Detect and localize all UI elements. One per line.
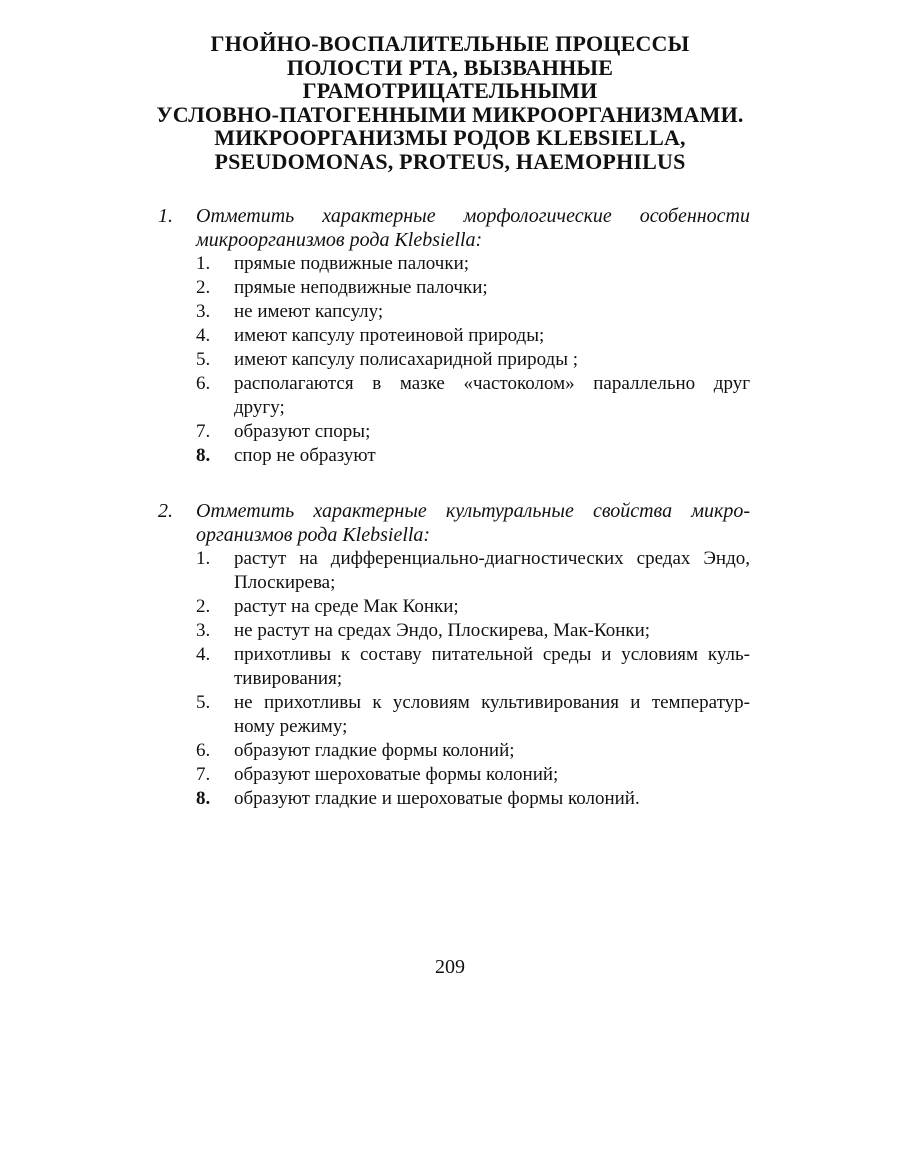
question-1	[150, 204, 750, 468]
option-number: 8.	[196, 788, 211, 809]
option-text: прихотливы к составу питательной среды и условиям куль-	[234, 644, 750, 665]
option-number: 2.	[196, 277, 211, 298]
option-number: 3.	[196, 620, 211, 641]
title-line: ГРАМОТРИЦАТЕЛЬНЫМИ	[302, 78, 598, 103]
option-number: 1.	[196, 548, 211, 569]
answer-option	[150, 276, 750, 300]
question-text-line: Отметить характерные культуральные свойства микро-	[196, 500, 750, 522]
page-title	[100, 32, 800, 173]
option-number: 7.	[196, 764, 211, 785]
answer-option	[150, 619, 750, 643]
option-text: не прихотливы к условиям культивирования и температур-	[234, 692, 750, 713]
option-text: Плоскирева;	[234, 572, 336, 593]
option-number: 6.	[196, 373, 211, 394]
question-text	[196, 499, 750, 547]
title-line: МИКРООРГАНИЗМЫ РОДОВ KLEBSIELLA,	[214, 125, 686, 150]
title-line: ГНОЙНО-ВОСПАЛИТЕЛЬНЫЕ ПРОЦЕССЫ	[210, 31, 690, 56]
answer-option	[150, 547, 750, 595]
question-number: 1.	[158, 205, 173, 227]
answer-option	[150, 595, 750, 619]
answer-option	[150, 691, 750, 739]
option-text: растут на среде Мак Конки;	[234, 596, 459, 617]
answer-options	[150, 252, 750, 468]
answer-option	[150, 252, 750, 276]
option-number: 5.	[196, 692, 211, 713]
question-text-line: микроорганизмов рода Klebsiella:	[196, 229, 483, 251]
option-number: 4.	[196, 325, 211, 346]
option-text: спор не образуют	[234, 445, 376, 466]
option-number: 8.	[196, 445, 211, 466]
option-text: тивирования;	[234, 668, 343, 689]
option-text: не имеют капсулу;	[234, 301, 384, 322]
answer-option	[150, 300, 750, 324]
question-text-line: Отметить характерные морфологические особенности	[196, 205, 750, 227]
option-number: 7.	[196, 421, 211, 442]
question-heading	[150, 204, 750, 252]
option-text: образуют споры;	[234, 421, 371, 442]
option-text: ному режиму;	[234, 716, 348, 737]
option-number: 3.	[196, 301, 211, 322]
title-line: УСЛОВНО-ПАТОГЕННЫМИ МИКРООРГАНИЗМАМИ.	[156, 101, 744, 127]
answer-option	[150, 739, 750, 763]
option-text: образуют шероховатые формы колоний;	[234, 764, 559, 785]
option-number: 4.	[196, 644, 211, 665]
option-text: другу;	[234, 397, 285, 418]
question-2	[150, 499, 750, 811]
option-text: образуют гладкие и шероховатые формы колоний.	[234, 788, 640, 809]
question-text	[196, 204, 750, 252]
option-number: 6.	[196, 740, 211, 761]
option-text: растут на дифференциально-диагностических средах Эндо,	[234, 548, 750, 569]
option-number: 2.	[196, 596, 211, 617]
answer-option	[150, 763, 750, 787]
answer-option	[150, 348, 750, 372]
question-text-line: организмов рода Klebsiella:	[196, 524, 431, 546]
title-line: ПОЛОСТИ РТА, ВЫЗВАННЫЕ	[286, 54, 614, 80]
option-text: образуют гладкие формы колоний;	[234, 740, 515, 761]
title-line: PSEUDOMONAS, PROTEUS, HAEMOPHILUS	[214, 148, 686, 174]
option-text: располагаются в мазке «частоколом» параллельно друг	[234, 373, 750, 394]
option-text: не растут на средах Эндо, Плоскирева, Мак-Конки;	[234, 620, 651, 641]
answer-option	[150, 787, 750, 811]
answer-option	[150, 420, 750, 444]
answer-option	[150, 444, 750, 468]
option-text: прямые неподвижные палочки;	[234, 277, 488, 298]
option-number: 5.	[196, 349, 211, 370]
question-heading	[150, 499, 750, 547]
answer-option	[150, 324, 750, 348]
answer-option	[150, 643, 750, 691]
option-text: имеют капсулу протеиновой природы;	[234, 325, 545, 346]
option-text: имеют капсулу полисахаридной природы ;	[234, 349, 579, 370]
answer-options	[150, 547, 750, 811]
question-number: 2.	[158, 500, 173, 522]
answer-option	[150, 372, 750, 420]
option-text: прямые подвижные палочки;	[234, 253, 470, 274]
page-number: 209	[435, 956, 465, 978]
option-number: 1.	[196, 253, 211, 274]
